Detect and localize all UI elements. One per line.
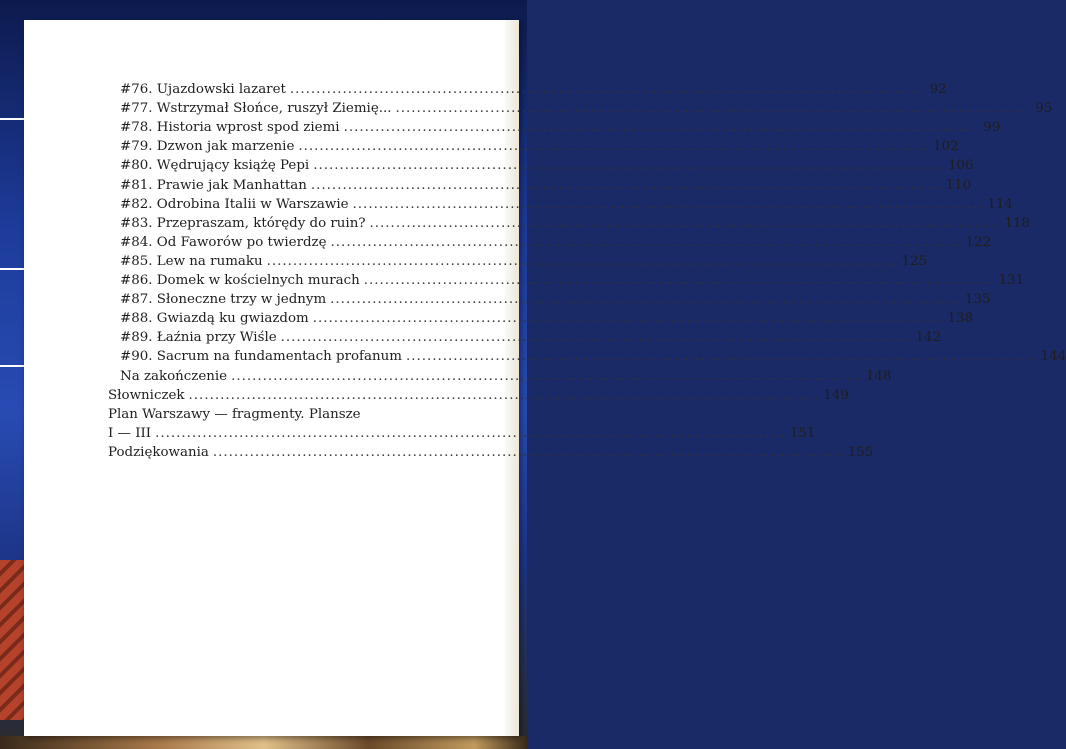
toc-entry [120,309,974,328]
toc-entry [120,233,991,252]
toc-entry-title: #90. Sacrum na fundamentach profanum [120,349,402,365]
toc-entry-title: Plan Warszawy — fragmenty. Plansze [108,406,361,422]
toc-entry [120,99,1053,118]
cover-divider-line [0,365,26,367]
toc-entry [120,80,947,99]
toc-entry-page: 110 [945,177,972,193]
toc-entry [108,424,816,443]
toc-leader-dots: ........................................................................................................................ [289,82,921,97]
toc-leader-dots: ........................................................................................................................ [310,177,942,193]
toc-leader-dots: ........................................................................................................................ [395,101,1027,117]
toc-entry-page: 151 [789,425,816,441]
toc-entry-title: #76. Ujazdowski lazaret [120,82,286,97]
toc-entry-page: 99 [983,120,1001,136]
toc-leader-dots: ........................................................................................................................ [212,444,844,460]
toc-leader-dots: ........................................................................................................................ [266,253,898,269]
toc-entry-page: 106 [947,158,974,174]
toc-entry [120,137,959,156]
toc-entry-page: 114 [987,196,1013,212]
toc-entry [120,328,941,347]
toc-entry [108,386,849,405]
toc-entry [120,156,974,175]
toc-entry-title: #81. Prawie jak Manhattan [120,177,307,193]
cover-bottom-image [0,736,527,749]
toc-entry-page: 118 [1004,215,1030,231]
toc-entry-page: 125 [901,253,927,269]
toc-leader-dots: ........................................................................................................................ [330,234,962,250]
toc-entry-title: #82. Odrobina Italii w Warszawie [120,196,349,212]
toc-entry-page: 122 [965,234,991,250]
toc-entry-title: Na zakończenie [120,368,228,384]
toc-leader-dots: ........................................................................................................................ [343,120,975,136]
toc-entry-page: 102 [933,139,959,155]
toc-entry-title: #78. Historia wprost spod ziemi [120,120,340,136]
book-page [24,20,1066,736]
toc-entry [120,214,1030,233]
toc-entry-page: 135 [964,292,991,308]
toc-leader-dots: ........................................................................................................................ [231,368,862,384]
cover-divider-line [0,268,26,270]
toc-entry-title: I — III [108,425,152,441]
toc-leader-dots: ........................................................................................................................ [369,215,1001,231]
toc-entry [120,252,927,271]
toc-entry-title: #84. Od Faworów po twierdzę [120,234,327,250]
toc-entry-page: 92 [929,82,947,97]
toc-entry-title: #77. Wstrzymał Słońce, ruszył Ziemię... [120,101,392,117]
toc-entry [120,118,1001,137]
toc-leader-dots: ........................................................................................................................ [405,349,1037,365]
toc-leader-dots: ........................................................................................................................ [155,425,786,441]
toc-entry [120,195,1013,214]
toc-entry-title: Słowniczek [108,387,185,403]
toc-leader-dots: ........................................................................................................................ [312,311,944,327]
toc-entry-page: 138 [947,311,974,327]
toc-entry-title: #83. Przepraszam, którędy do ruin? [120,215,366,231]
toc-leader-dots: ........................................................................................................................ [188,387,820,403]
toc-leader-dots: ........................................................................................................................ [298,139,930,155]
cover-divider-line [0,118,26,120]
toc-leader-dots: ........................................................................................................................ [280,330,912,346]
toc-entry-title: Podziękowania [108,444,209,460]
toc-entry-page: 95 [1035,101,1053,117]
toc-entry [120,176,972,195]
toc-entry-title: #86. Domek w kościelnych murach [120,273,360,288]
toc-leader-dots: ........................................................................................................................ [363,273,995,288]
toc-entry [120,290,991,309]
toc-entry-page: 142 [915,330,941,346]
toc-entry-title: #89. Łaźnia przy Wiśle [120,330,277,346]
toc-entry-title: #79. Dzwon jak marzenie [120,139,295,155]
toc-entry-page: 155 [847,444,874,460]
toc-entry-page: 148 [865,368,892,384]
toc-entry [120,367,892,386]
toc-entry [120,347,1066,366]
toc-entry-page: 149 [823,387,849,403]
toc-entry-title: #87. Słoneczne trzy w jednym [120,292,327,308]
toc-leader-dots: ........................................................................................................................ [330,292,961,308]
toc-entry-title: #88. Gwiazdą ku gwiazdom [120,311,309,327]
toc-entry-page: 144 [1040,349,1066,365]
toc-entry-page: 131 [998,273,1025,288]
toc-entry [108,443,874,462]
toc-entry-title: #80. Wędrujący książę Pepi [120,158,310,174]
toc-leader-dots: ........................................................................................................................ [313,158,944,174]
toc-entry [120,271,1025,290]
toc-leader-dots: ........................................................................................................................ [352,196,984,212]
toc-entry-title: #85. Lew na rumaku [120,253,263,269]
toc-entry [108,405,439,424]
